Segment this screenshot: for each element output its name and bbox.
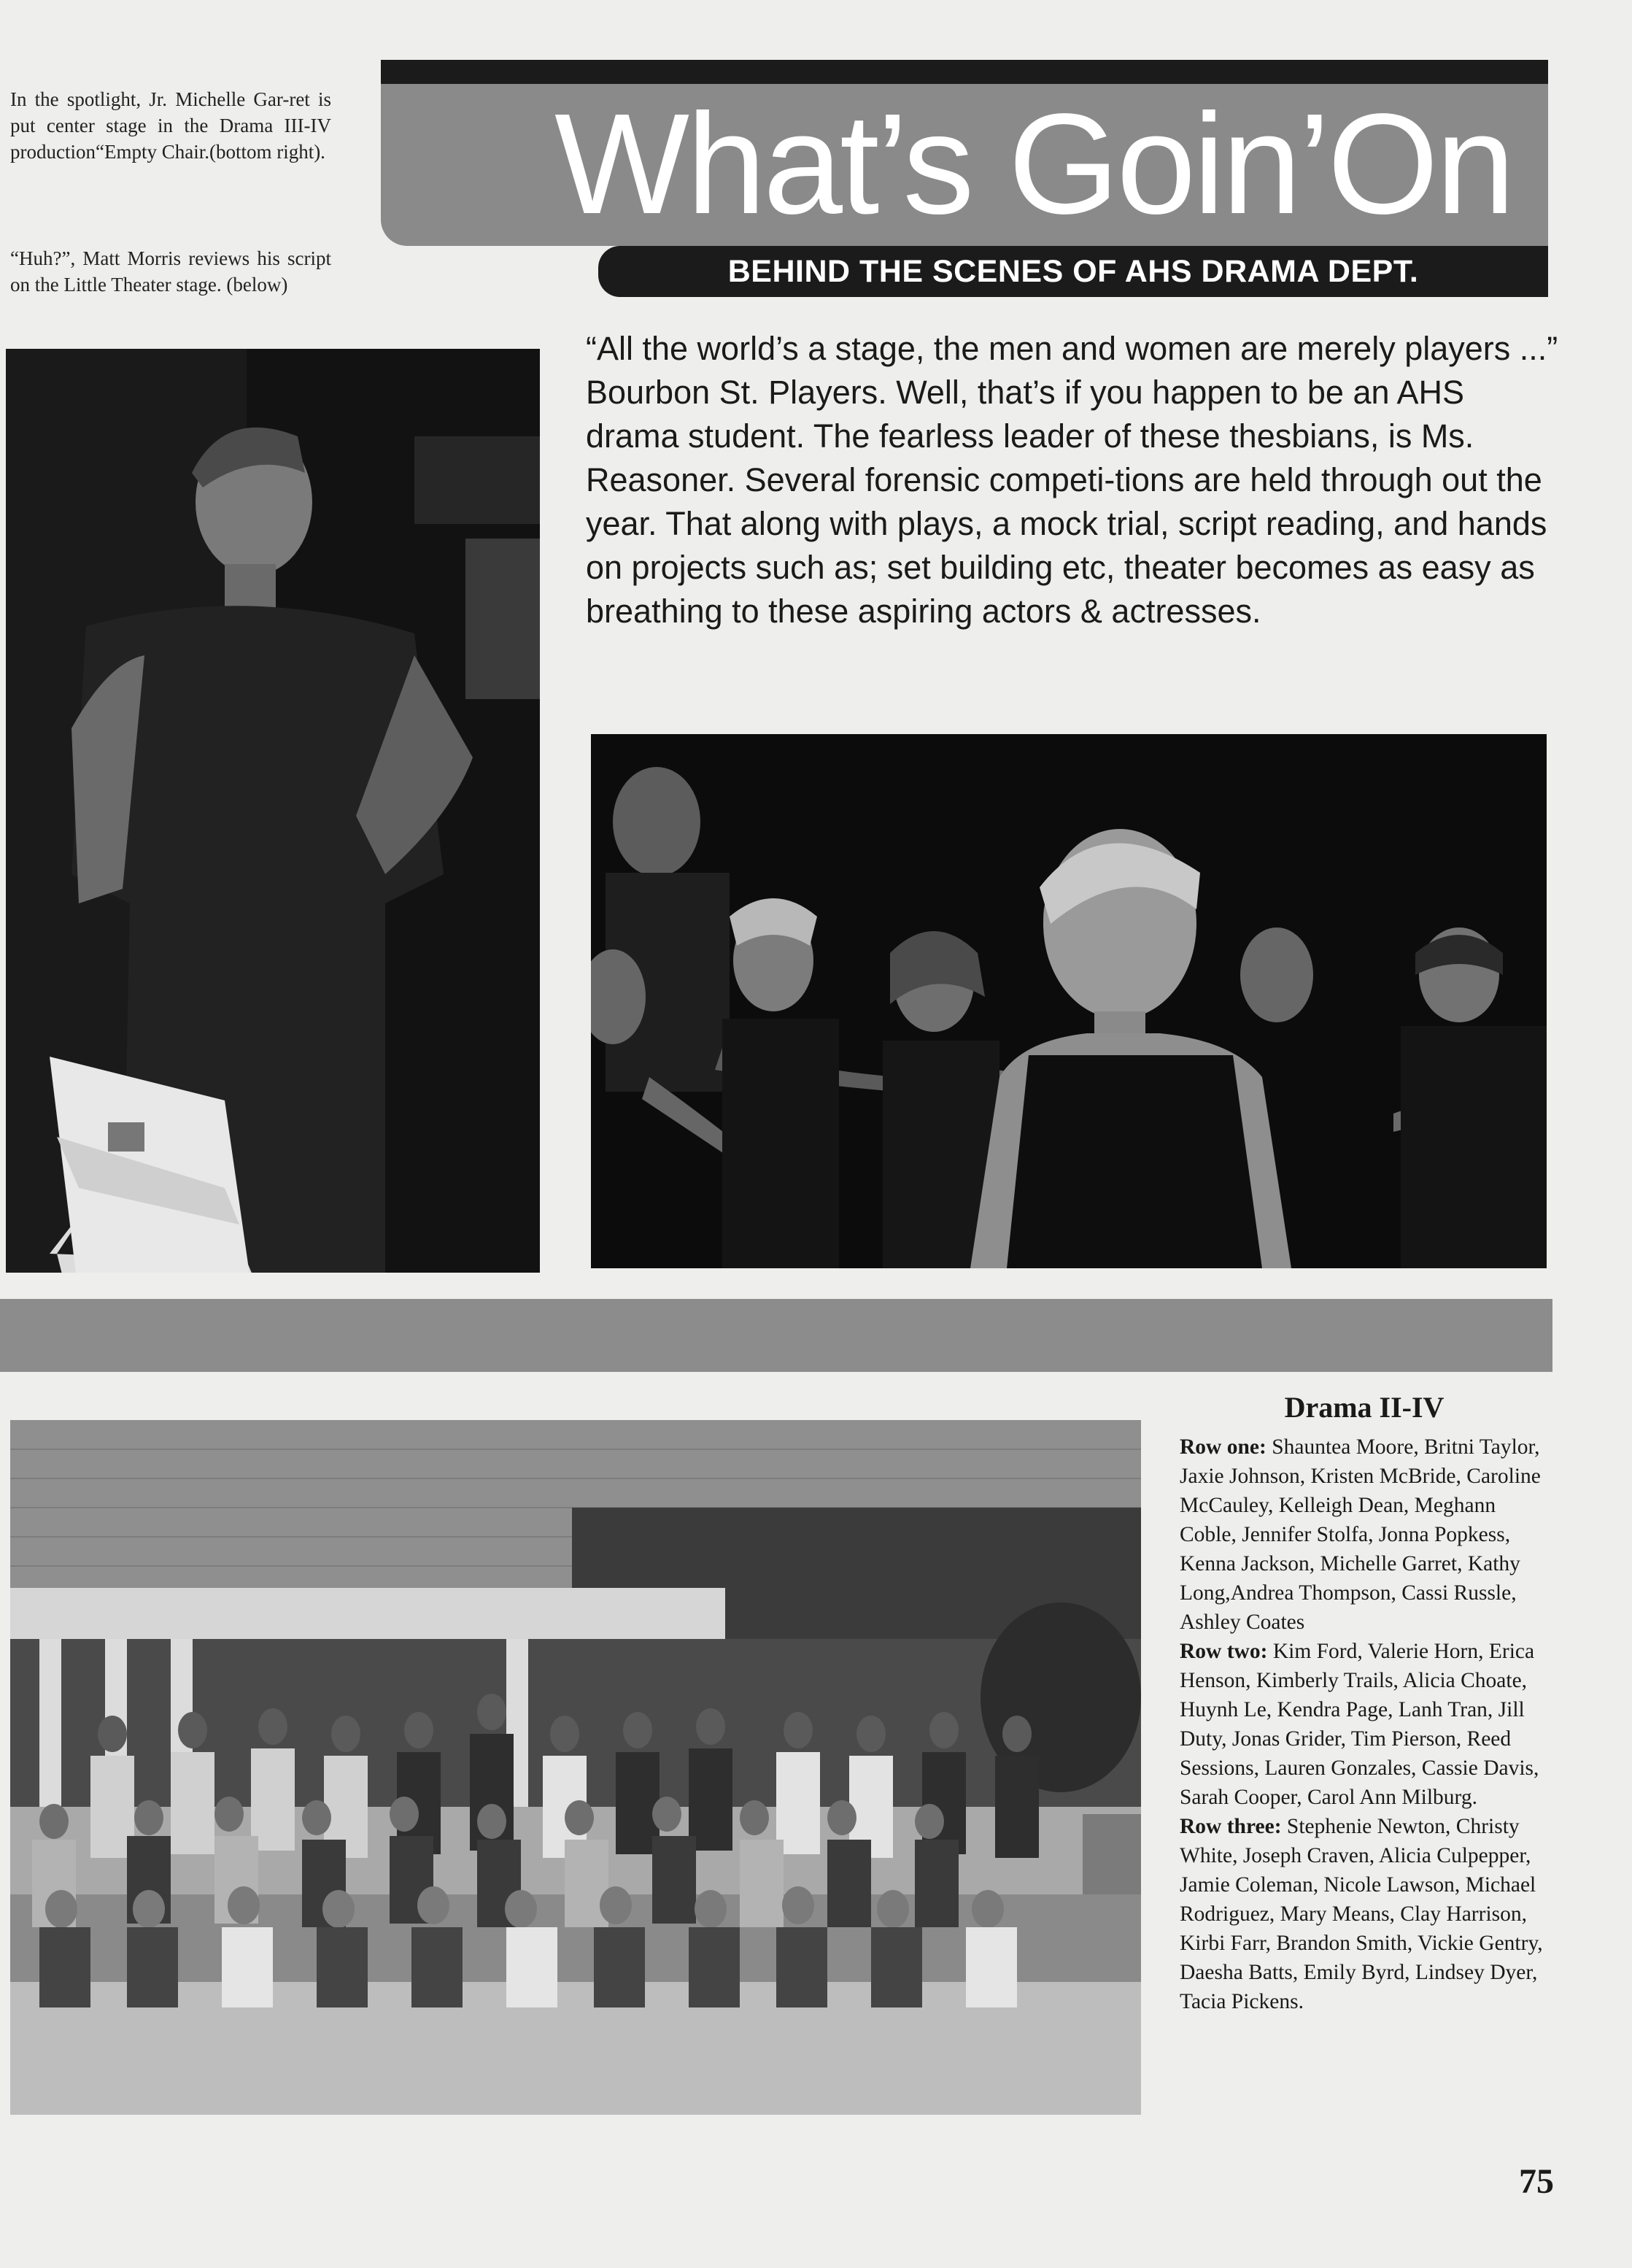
row-one-names: Shauntea Moore, Britni Taylor, Jaxie Johnson, Kristen McBride, Caroline McCauley, Kelleigh Dean, Meghann Coble, Jennifer Stolfa, Jonna Popkess, Kenna Jackson, Michelle Garret, Kathy Long,Andrea Thompson, Cassi Russle, Ashley Coates (1180, 1435, 1541, 1634)
photo-drama-cast-art (591, 734, 1547, 1268)
section-band (0, 1299, 1552, 1372)
photo-drama-cast (591, 734, 1547, 1268)
photo-group-drama-art (10, 1420, 1141, 2115)
photo-matt-morris-art (6, 349, 540, 1273)
row-three-label: Row three: (1180, 1815, 1282, 1838)
row-one-label: Row one: (1180, 1435, 1266, 1459)
intro-paragraph: “All the world’s a stage, the men and women are merely players ...” Bourbon St. Players. Well, that’s if you happen to be an AHS drama student. The fearless leader of these thesbians, is Ms. Reasoner. Several forensic competi-tions are held through out the year. That along with plays, a mock trial, script reading, and hands on projects such as; set building etc, theater becomes as easy as breathing to these aspiring actors & actresses. (586, 330, 1558, 630)
header-top-bar (381, 60, 1548, 84)
caption-matt-morris: “Huh?”, Matt Morris reviews his script on the Little Theater stage. (below) (10, 247, 331, 296)
page-subtitle: BEHIND THE SCENES OF AHS DRAMA DEPT. (727, 254, 1419, 289)
row-two-names: Kim Ford, Valerie Horn, Erica Henson, Kimberly Trails, Alicia Choate, Huynh Le, Kendra Page, Lanh Tran, Jill Duty, Jonas Grider, Tim Pierson, Reed Sessions, Lauren Gonzales, Cassie Davis, Sarah Cooper, Carol Ann Milburg. (1180, 1640, 1539, 1809)
roster-text (1180, 1432, 1552, 2016)
photo-matt-morris (6, 349, 540, 1273)
photo-group-drama (10, 1420, 1141, 2115)
page-title: What’s Goin’On (554, 84, 1512, 244)
row-two-label: Row two: (1180, 1640, 1268, 1663)
caption-spotlight: In the spotlight, Jr. Michelle Gar-ret is put center stage in the Drama III-IV production“Empty Chair.(bottom right). (10, 88, 331, 163)
row-three-names: Stephenie Newton, Christy White, Joseph Craven, Alicia Culpepper, Jamie Coleman, Nicole Lawson, Michael Rodriguez, Mary Means, Clay Harrison, Kirbi Farr, Brandon Smith, Vickie Gentry, Daesha Batts, Emily Byrd, Lindsey Dyer, Tacia Pickens. (1180, 1815, 1543, 2013)
page-number: 75 (1519, 2162, 1554, 2201)
roster-title: Drama II-IV (1284, 1391, 1445, 1424)
